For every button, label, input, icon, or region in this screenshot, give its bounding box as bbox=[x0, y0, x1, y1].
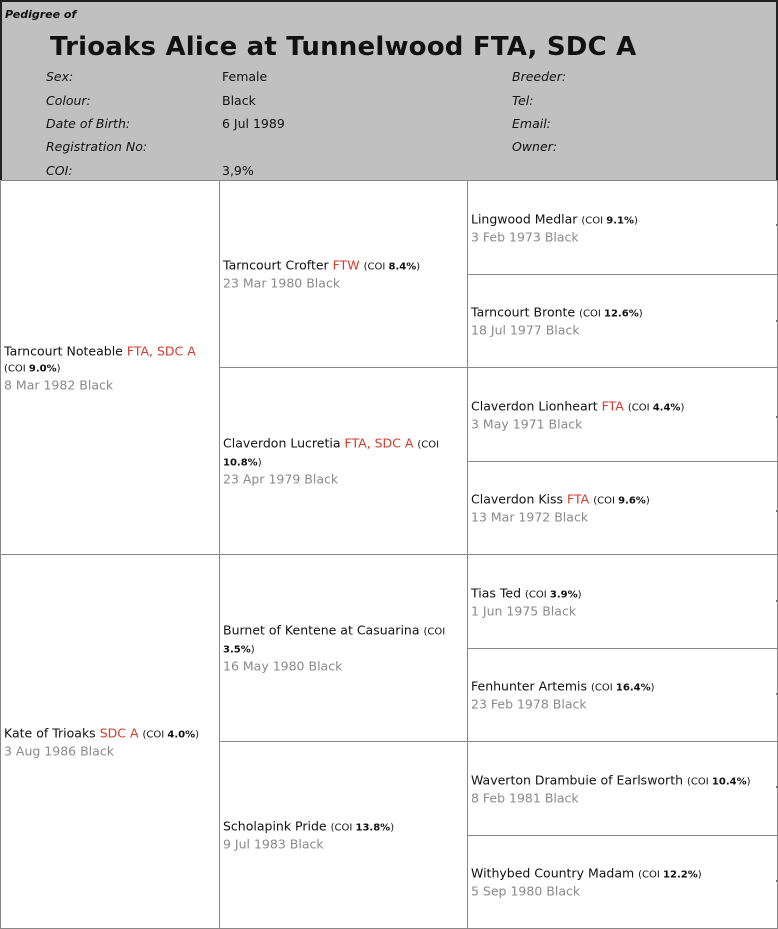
dog-name[interactable]: Fenhunter Artemis bbox=[471, 678, 588, 694]
dog-entry bbox=[471, 585, 775, 618]
dog-coi bbox=[687, 776, 751, 787]
dog-name[interactable]: Tarncourt Crofter bbox=[223, 257, 329, 273]
coi-prefix: (COI bbox=[142, 729, 168, 740]
coi-value: 9.0% bbox=[28, 363, 57, 374]
dog-birth-colour bbox=[471, 510, 775, 525]
coi-prefix: (COI bbox=[581, 215, 607, 226]
dog-coi bbox=[591, 683, 655, 694]
dog-dob: 3 May 1971 bbox=[471, 416, 545, 431]
dog-coi bbox=[593, 496, 650, 507]
dog-name-line bbox=[471, 585, 775, 603]
dog-entry bbox=[471, 398, 775, 431]
pedigree-cell-sd bbox=[219, 367, 468, 555]
dog-birth-colour bbox=[223, 472, 465, 487]
pedigree-cell-dss bbox=[467, 554, 778, 649]
coi-prefix: (COI bbox=[579, 308, 605, 320]
dog-name[interactable]: Tias Ted bbox=[471, 585, 522, 600]
dog-name[interactable]: Claverdon Lucretia bbox=[223, 435, 341, 451]
dog-dob: 18 Jul 1977 bbox=[471, 322, 542, 338]
dog-entry bbox=[471, 492, 775, 525]
dog-name-line bbox=[223, 436, 465, 472]
dog-name[interactable]: Lingwood Medlar bbox=[471, 211, 578, 226]
coi-value: 16.4% bbox=[615, 682, 651, 694]
coi-prefix: (COI bbox=[363, 261, 389, 273]
dog-titles: SDC A bbox=[99, 725, 139, 740]
owner-label: Owner: bbox=[512, 139, 558, 154]
pedigree-header bbox=[0, 0, 778, 182]
pedigree-cell-dd bbox=[219, 741, 468, 929]
sex-label: Sex: bbox=[46, 69, 74, 84]
pedigree-cell-dam bbox=[0, 554, 220, 929]
coi-suffix: ) bbox=[577, 589, 582, 600]
dog-name-line bbox=[4, 725, 217, 743]
coi-value: 10.4% bbox=[711, 776, 747, 787]
coi-prefix: (COI bbox=[423, 626, 446, 638]
dog-dob: 23 Apr 1979 bbox=[223, 471, 301, 487]
dog-colour: Black bbox=[542, 603, 577, 618]
coi-suffix: ) bbox=[638, 308, 643, 320]
coi-prefix: (COI bbox=[525, 589, 550, 600]
coi-value: 13.8% bbox=[355, 822, 391, 834]
coi-label: COI: bbox=[46, 163, 73, 178]
dog-coi bbox=[579, 309, 643, 320]
dog-entry bbox=[223, 623, 465, 674]
dog-birth-colour bbox=[471, 603, 775, 618]
coi-suffix: ) bbox=[746, 776, 751, 787]
dog-dob: 23 Mar 1980 bbox=[223, 275, 303, 291]
dog-birth-colour bbox=[471, 229, 775, 244]
dog-birth-colour bbox=[471, 323, 775, 338]
coi-suffix: ) bbox=[195, 729, 200, 740]
dog-name-line bbox=[471, 305, 775, 323]
dog-dob: 1 Jun 1975 bbox=[471, 603, 539, 618]
pedigree-cell-sire bbox=[0, 180, 220, 555]
pedigree-cell-dsd bbox=[467, 648, 778, 742]
coi-prefix: (COI bbox=[593, 495, 619, 507]
dog-colour: Black bbox=[80, 743, 114, 758]
dog-entry bbox=[223, 819, 465, 852]
dog-entry bbox=[471, 866, 775, 899]
dog-birth-colour bbox=[223, 837, 465, 852]
dog-name-line bbox=[471, 492, 775, 510]
dog-name[interactable]: Burnet of Kentene at Casuarina bbox=[223, 622, 420, 638]
dog-dob: 16 May 1980 bbox=[223, 658, 305, 674]
dog-titles: FTA, SDC A bbox=[126, 343, 196, 358]
dog-name[interactable]: Kate of Trioaks bbox=[4, 725, 96, 740]
dog-coi bbox=[628, 402, 685, 413]
dog-name[interactable]: Tarncourt Bronte bbox=[471, 304, 576, 320]
dog-dob: 8 Mar 1982 bbox=[4, 377, 76, 392]
dog-entry bbox=[4, 725, 217, 758]
dog-birth-colour bbox=[223, 659, 465, 674]
dog-name-line bbox=[471, 211, 775, 229]
dog-coi bbox=[525, 589, 582, 600]
dog-colour: Black bbox=[308, 658, 343, 674]
coi-value: 12.2% bbox=[663, 869, 698, 881]
dog-colour: Black bbox=[79, 377, 114, 392]
dog-name[interactable]: Withybed Country Madam bbox=[471, 865, 635, 881]
coi-suffix: ) bbox=[645, 495, 650, 507]
pedigree-cell-dds bbox=[467, 741, 778, 836]
dog-dob: 3 Aug 1986 bbox=[4, 743, 77, 758]
dog-colour: Black bbox=[304, 471, 339, 487]
dog-entry bbox=[471, 211, 775, 244]
dog-birth-colour bbox=[471, 884, 775, 899]
dog-name[interactable]: Waverton Drambuie of Earlsworth bbox=[471, 772, 684, 787]
dog-dob: 9 Jul 1983 bbox=[223, 836, 286, 852]
dog-colour: Black bbox=[548, 416, 583, 431]
dog-name[interactable]: Claverdon Kiss bbox=[471, 491, 564, 507]
dog-name-line bbox=[223, 258, 465, 276]
dob-value: 6 Jul 1989 bbox=[222, 116, 285, 131]
coi-prefix: (COI bbox=[4, 363, 29, 374]
dog-entry bbox=[4, 343, 217, 392]
pedigree-cell-ds bbox=[219, 554, 468, 742]
dog-name-line bbox=[471, 398, 775, 416]
dog-entry bbox=[471, 679, 775, 712]
pedigree-cell-sss bbox=[467, 180, 778, 275]
dog-name-line bbox=[4, 343, 217, 377]
tel-label: Tel: bbox=[512, 93, 534, 108]
dog-coi bbox=[638, 870, 702, 881]
coi-value: 3.9% bbox=[549, 589, 578, 600]
colour-value: Black bbox=[222, 93, 256, 108]
pedigree-grid bbox=[0, 180, 778, 928]
dog-entry bbox=[471, 772, 775, 805]
dog-colour: Black bbox=[552, 696, 587, 712]
dog-entry bbox=[471, 305, 775, 338]
pedigree-cell-ddd bbox=[467, 835, 778, 929]
coi-prefix: (COI bbox=[638, 869, 664, 881]
coi-value: 8.4% bbox=[388, 261, 417, 273]
coi-suffix: ) bbox=[390, 822, 395, 834]
dog-titles: FTA, SDC A bbox=[344, 435, 414, 451]
coi-suffix: ) bbox=[56, 363, 61, 374]
pedigree-cell-sdd bbox=[467, 461, 778, 555]
dog-coi bbox=[4, 363, 61, 374]
coi-value: 3,9% bbox=[222, 163, 254, 178]
sex-value: Female bbox=[222, 69, 268, 84]
dog-coi bbox=[331, 823, 395, 834]
dog-birth-colour bbox=[4, 377, 217, 392]
coi-value: 4.4% bbox=[652, 402, 681, 413]
dog-colour: Black bbox=[544, 790, 579, 805]
coi-value: 12.6% bbox=[604, 308, 639, 320]
coi-value: 9.1% bbox=[606, 215, 635, 226]
coi-prefix: (COI bbox=[591, 682, 616, 694]
pedigree-cell-ssd bbox=[467, 274, 778, 368]
dog-titles: FTW bbox=[332, 257, 360, 273]
dog-colour: Black bbox=[544, 229, 579, 244]
dog-titles: FTA bbox=[601, 398, 624, 413]
dog-entry bbox=[223, 258, 465, 291]
dog-colour: Black bbox=[545, 322, 580, 338]
coi-suffix: ) bbox=[250, 644, 255, 656]
dog-colour: Black bbox=[289, 836, 324, 852]
coi-prefix: (COI bbox=[330, 822, 356, 834]
dog-colour: Black bbox=[546, 883, 581, 899]
dog-dob: 5 Sep 1980 bbox=[471, 883, 543, 899]
coi-value: 10.8% bbox=[223, 457, 258, 469]
email-label: Email: bbox=[512, 116, 551, 131]
dog-title: Trioaks Alice at Tunnelwood FTA, SDC A bbox=[50, 32, 637, 62]
coi-value: 3.5% bbox=[223, 644, 251, 656]
dog-birth-colour bbox=[4, 743, 217, 758]
dog-coi bbox=[364, 262, 421, 273]
coi-suffix: ) bbox=[257, 457, 262, 469]
dog-birth-colour bbox=[471, 790, 775, 805]
dog-birth-colour bbox=[471, 697, 775, 712]
pedigree-cell-ss bbox=[219, 180, 468, 368]
pedigree-cell-sds bbox=[467, 367, 778, 462]
breeder-label: Breeder: bbox=[512, 69, 567, 84]
registration-label: Registration No: bbox=[46, 139, 148, 154]
dog-name[interactable]: Tarncourt Noteable bbox=[4, 343, 123, 358]
dog-name-line bbox=[471, 866, 775, 884]
dob-label: Date of Birth: bbox=[46, 116, 131, 131]
dog-name[interactable]: Scholapink Pride bbox=[223, 818, 327, 834]
dog-coi bbox=[581, 215, 638, 226]
coi-value: 4.0% bbox=[167, 729, 196, 740]
dog-name-line bbox=[223, 819, 465, 837]
dog-name-line bbox=[223, 623, 465, 659]
coi-suffix: ) bbox=[680, 402, 685, 413]
pedigree-of-label: Pedigree of bbox=[5, 8, 77, 21]
coi-prefix: (COI bbox=[687, 776, 712, 787]
dog-dob: 3 Feb 1973 bbox=[471, 229, 541, 244]
coi-value: 9.6% bbox=[618, 495, 646, 507]
dog-name-line bbox=[471, 772, 775, 790]
dog-dob: 23 Feb 1978 bbox=[471, 696, 549, 712]
dog-coi bbox=[142, 729, 199, 740]
coi-suffix: ) bbox=[650, 682, 655, 694]
dog-colour: Black bbox=[554, 509, 589, 525]
dog-titles: FTA bbox=[567, 491, 590, 507]
coi-suffix: ) bbox=[416, 261, 421, 273]
coi-prefix: (COI bbox=[627, 402, 653, 413]
dog-name[interactable]: Claverdon Lionheart bbox=[471, 398, 598, 413]
dog-name-line bbox=[471, 679, 775, 697]
dog-dob: 13 Mar 1972 bbox=[471, 509, 551, 525]
dog-dob: 8 Feb 1981 bbox=[471, 790, 541, 805]
coi-prefix: (COI bbox=[417, 439, 440, 451]
dog-entry bbox=[223, 436, 465, 487]
colour-label: Colour: bbox=[46, 93, 91, 108]
coi-suffix: ) bbox=[634, 215, 638, 226]
dog-birth-colour bbox=[471, 416, 775, 431]
dog-colour: Black bbox=[306, 275, 341, 291]
dog-birth-colour bbox=[223, 276, 465, 291]
coi-suffix: ) bbox=[697, 869, 702, 881]
